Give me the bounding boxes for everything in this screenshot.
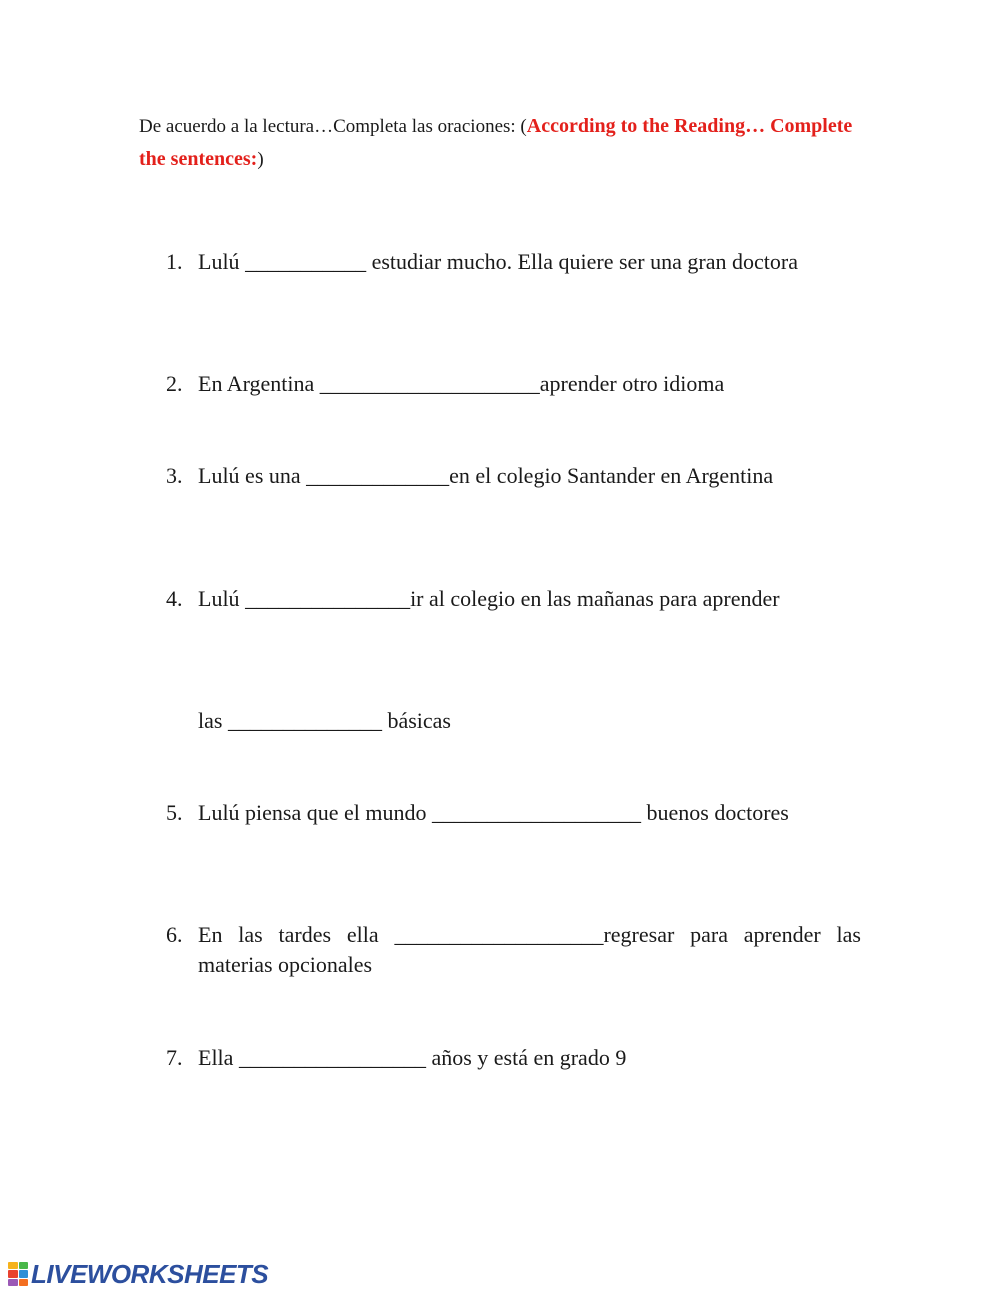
instructions-english: According to the Reading… Complete the sentences: <box>139 115 853 170</box>
question-4 <box>166 584 861 614</box>
question-text-after: aprender otro idioma <box>539 371 725 396</box>
logo-square <box>8 1279 18 1286</box>
instructions-spanish: De acuerdo a la lectura…Completa las oraciones: ( <box>139 116 527 137</box>
question-number: 7. <box>166 1045 183 1070</box>
question-4-continuation <box>198 706 451 736</box>
question-number: 5. <box>166 800 183 825</box>
answer-blank[interactable]: ____________________ <box>319 371 540 396</box>
question-7 <box>166 1043 861 1073</box>
logo-square <box>19 1262 29 1269</box>
continuation-text-after: básicas <box>381 708 451 733</box>
question-1 <box>166 247 861 277</box>
answer-blank[interactable]: _________________ <box>238 1045 426 1070</box>
question-number: 6. <box>166 922 183 947</box>
logo-text: LIVEWORKSHEETS <box>31 1258 269 1289</box>
question-number: 2. <box>166 371 183 396</box>
question-text-after: buenos doctores <box>641 800 789 825</box>
question-text-after: ir al colegio en las mañanas para aprender <box>410 586 780 611</box>
answer-blank[interactable]: _______________ <box>245 586 411 611</box>
question-text-before: Lulú <box>198 249 246 274</box>
question-5 <box>166 798 861 828</box>
question-text-before: Lulú <box>198 586 246 611</box>
question-3 <box>166 461 861 491</box>
answer-blank[interactable]: ___________________ <box>394 922 604 947</box>
logo-square <box>8 1262 18 1269</box>
question-text-before: En las tardes ella <box>198 922 395 947</box>
question-text-before: Lulú piensa que el mundo <box>198 800 433 825</box>
logo-square <box>19 1270 29 1277</box>
question-text-after: regresar para aprender las materias opcionales <box>198 922 861 977</box>
question-text-before: Ella <box>198 1045 239 1070</box>
instructions-close: ) <box>257 149 264 170</box>
answer-blank[interactable]: ___________________ <box>432 800 642 825</box>
question-6 <box>166 920 861 980</box>
question-text-before: En Argentina <box>198 371 320 396</box>
logo-mark-icon <box>8 1262 28 1286</box>
question-text-before: Lulú es una <box>198 463 307 488</box>
liveworksheets-logo[interactable] <box>8 1258 268 1290</box>
answer-blank[interactable]: ______________ <box>227 708 382 733</box>
question-text-after: en el colegio Santander en Argentina <box>449 463 774 488</box>
answer-blank[interactable]: ___________ <box>245 249 367 274</box>
logo-square <box>8 1270 18 1277</box>
logo-square <box>19 1279 29 1286</box>
answer-blank[interactable]: _____________ <box>306 463 450 488</box>
question-number: 1. <box>166 249 183 274</box>
question-number: 3. <box>166 463 183 488</box>
question-2 <box>166 369 861 399</box>
question-text-after: años y está en grado 9 <box>425 1045 627 1070</box>
question-text-after: estudiar mucho. Ella quiere ser una gran doctora <box>366 249 798 274</box>
continuation-text-before: las <box>198 708 228 733</box>
instructions <box>139 110 864 176</box>
question-number: 4. <box>166 586 183 611</box>
